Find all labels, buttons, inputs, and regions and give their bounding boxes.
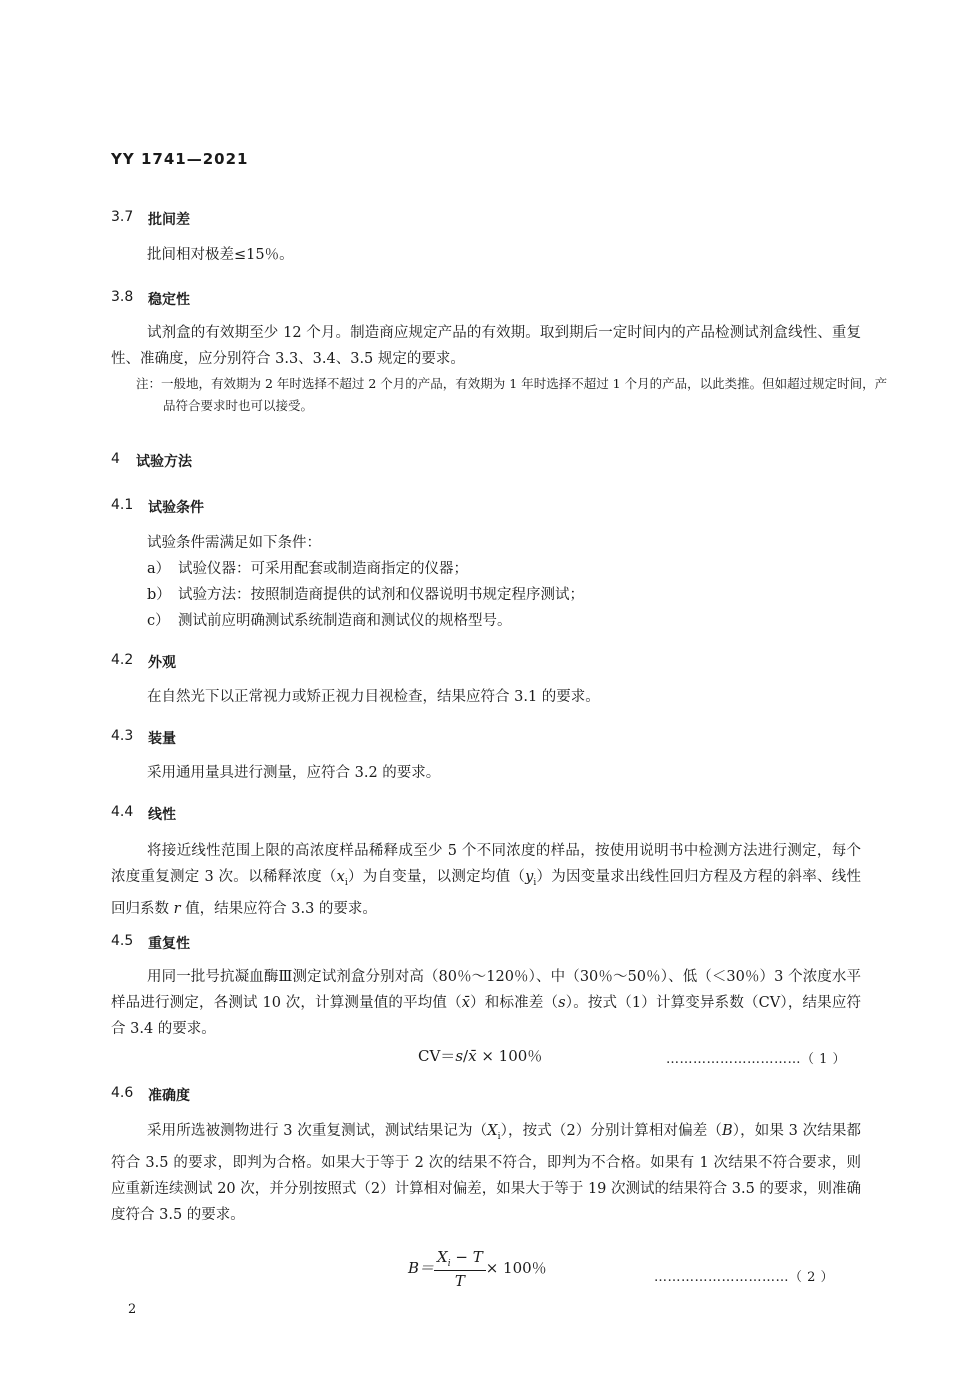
equation-number: …………………………（ 1 ）: [666, 1052, 847, 1067]
list-item: 试验仪器：可采用配套或制造商指定的仪器；: [178, 561, 468, 577]
section-number: 3.8: [111, 289, 134, 305]
formula-cv: CV＝s/x̄ × 100％: [418, 1047, 543, 1065]
section-title: 装量: [148, 731, 176, 747]
section-title: 准确度: [148, 1088, 190, 1104]
section-text: 在自然光下以正常视力或矫正视力目视检查，结果应符合 3.1 的要求。: [147, 689, 600, 705]
chapter-number: 4: [111, 451, 120, 467]
equation-number: …………………………（ 2 ）: [654, 1270, 835, 1285]
section-number: 4.6: [111, 1085, 134, 1101]
formula-bias: B＝ $\frac{X_i - T}{T}$ × 100％: [408, 1248, 547, 1290]
section-title: 外观: [148, 655, 176, 671]
note: 注：一般地，有效期为 2 年时选择不超过 2 个月的产品，有效期为 1 年时选择不超过 1 个月的产品，以此类推。但如超过规定时间，产品符合要求时也可以接受。: [136, 376, 888, 413]
standard-code: YY 1741—2021: [111, 150, 249, 168]
list-item-label: b）: [147, 587, 171, 603]
section-number: 4.4: [111, 804, 134, 820]
chapter-title: 试验方法: [136, 454, 192, 470]
section-title: 批间差: [148, 212, 190, 228]
section-title: 线性: [148, 807, 176, 823]
list-item: 测试前应明确测试系统制造商和测试仪的规格型号。: [178, 613, 512, 629]
section-number: 3.7: [111, 209, 134, 225]
page-number: 2: [128, 1302, 137, 1317]
section-text: 批间相对极差≤15％。: [147, 247, 294, 263]
paragraph: 将接近线性范围上限的高浓度样品稀释成至少 5 个不同浓度的样品，按使用说明书中检测方法进行测定，每个浓度重复测定 3 次。以稀释浓度$(x_i)$为自变量，以测定均值$(y_i)$为因变量求出线性回归方程及方程的斜率、线性回归系数 r 值，结果应符合 3.3 的要求。: [111, 843, 862, 917]
list-item-label: c）: [147, 613, 170, 629]
list-item: 试验方法：按照制造商提供的试剂和仪器说明书规定程序测试；: [178, 587, 584, 603]
section-title: 稳定性: [148, 292, 190, 308]
section-number: 4.2: [111, 652, 134, 668]
paragraph: 用同一批号抗凝血酶Ⅲ测定试剂盒分别对高（80％～120％）、中（30％～50％）、低（＜30％）3 个浓度水平样品进行测定，各测试 10 次，计算测量值的平均值（x̄）和标准差（s）。按式（1）计算变异系数（CV），结果应符合 3.4 的要求。: [111, 969, 862, 1037]
fraction: $\frac{X_i - T}{T}$: [434, 1248, 486, 1290]
section-number: 4.1: [111, 497, 134, 513]
section-title: 重复性: [148, 936, 190, 952]
section-number: 4.3: [111, 728, 134, 744]
paragraph: 采用所选被测物进行 3 次重复测试，测试结果记为$(X_i)$，按式（2）分别计算相对偏差（B），如果 3 次结果都符合 3.5 的要求，即判为合格。如果大于等于 2 次的结果不符合，即判为不合格。如果有 1 次结果不符合要求，则应重新连续测试 20 次，并分别按照式（2）计算相对偏差，如果大于等于 19 次测试的结果符合 3.5 的要求，则准确度符合 3.5 的要求。: [111, 1123, 861, 1223]
paragraph: 试剂盒的有效期至少 12 个月。制造商应规定产品的有效期。取到期后一定时间内的产品检测试剂盒线性、重复性、准确度，应分别符合 3.3、3.4、3.5 规定的要求。: [111, 325, 861, 367]
list-intro: 试验条件需满足如下条件：: [147, 535, 321, 551]
list-item-label: a）: [147, 561, 171, 577]
section-text: 采用通用量具进行测量，应符合 3.2 的要求。: [147, 765, 441, 781]
section-title: 试验条件: [148, 500, 204, 516]
section-number: 4.5: [111, 933, 134, 949]
